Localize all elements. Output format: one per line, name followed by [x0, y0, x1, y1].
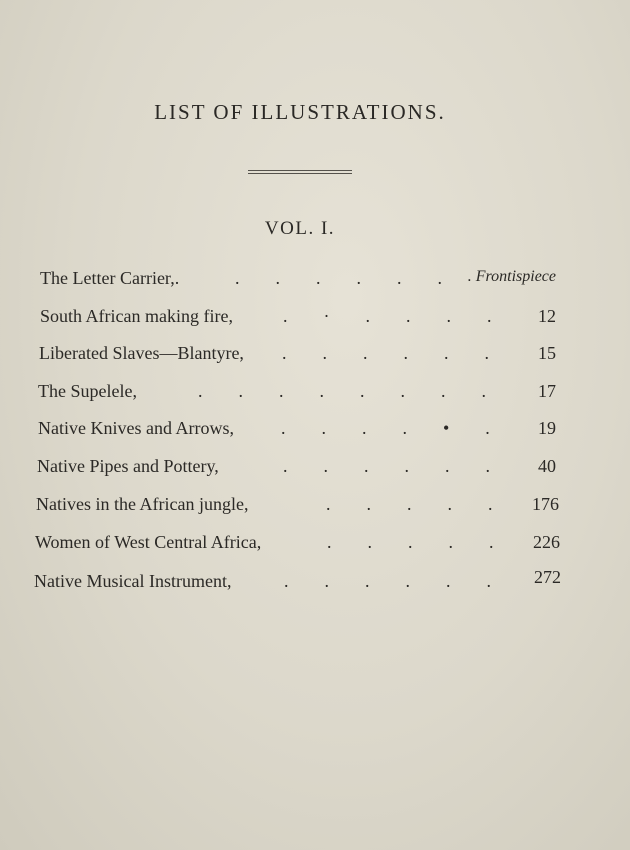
leader-dots: . . . . . .: [235, 268, 442, 288]
list-item: [38, 381, 556, 407]
list-item: [36, 494, 559, 520]
entry-label: Native Musical Instrument,: [34, 571, 232, 591]
entry-page: 40: [538, 456, 556, 476]
entry-label: Liberated Slaves—Blantyre,: [39, 343, 244, 363]
list-item: [37, 456, 556, 482]
entry-label: South African making fire,: [40, 306, 233, 326]
entry-label: Native Pipes and Pottery,: [37, 456, 219, 476]
entry-page: 272: [534, 567, 561, 587]
leader-dots: . . . . .: [326, 494, 493, 514]
leader-dots: . . . . • .: [281, 418, 490, 438]
entry-label: Native Knives and Arrows,: [38, 418, 234, 438]
volume-heading: VOL. I.: [264, 218, 336, 239]
list-item: [35, 532, 560, 558]
leader-dots: . . . . . .: [283, 456, 490, 476]
list-item: [38, 418, 556, 444]
leader-dots: . . . . .: [327, 532, 494, 552]
entry-label: The Supelele,: [38, 381, 137, 401]
list-item: [34, 567, 561, 597]
entry-page: 176: [532, 494, 559, 514]
entry-page: 226: [533, 532, 560, 552]
entry-label: The Letter Carrier,.: [40, 268, 180, 288]
entry-page: 17: [538, 381, 556, 401]
entry-page: 19: [538, 418, 556, 438]
leader-dots: . . . . . .: [284, 571, 491, 591]
page-title: LIST OF ILLUSTRATIONS.: [154, 100, 446, 124]
entry-label: Women of West Central Africa,: [35, 532, 262, 552]
entry-page: 12: [538, 306, 556, 326]
leader-dots: . · . . . .: [283, 306, 492, 326]
entry-page: 15: [538, 343, 556, 363]
list-item: [39, 343, 556, 369]
leader-dots: . . . . . .: [282, 343, 489, 363]
list-item: [40, 268, 560, 294]
leader-dots: . . . . . . . .: [198, 381, 486, 401]
entry-label: Natives in the African jungle,: [36, 494, 249, 514]
list-item: [40, 306, 556, 332]
entry-page: . Frontispiece: [467, 268, 556, 285]
